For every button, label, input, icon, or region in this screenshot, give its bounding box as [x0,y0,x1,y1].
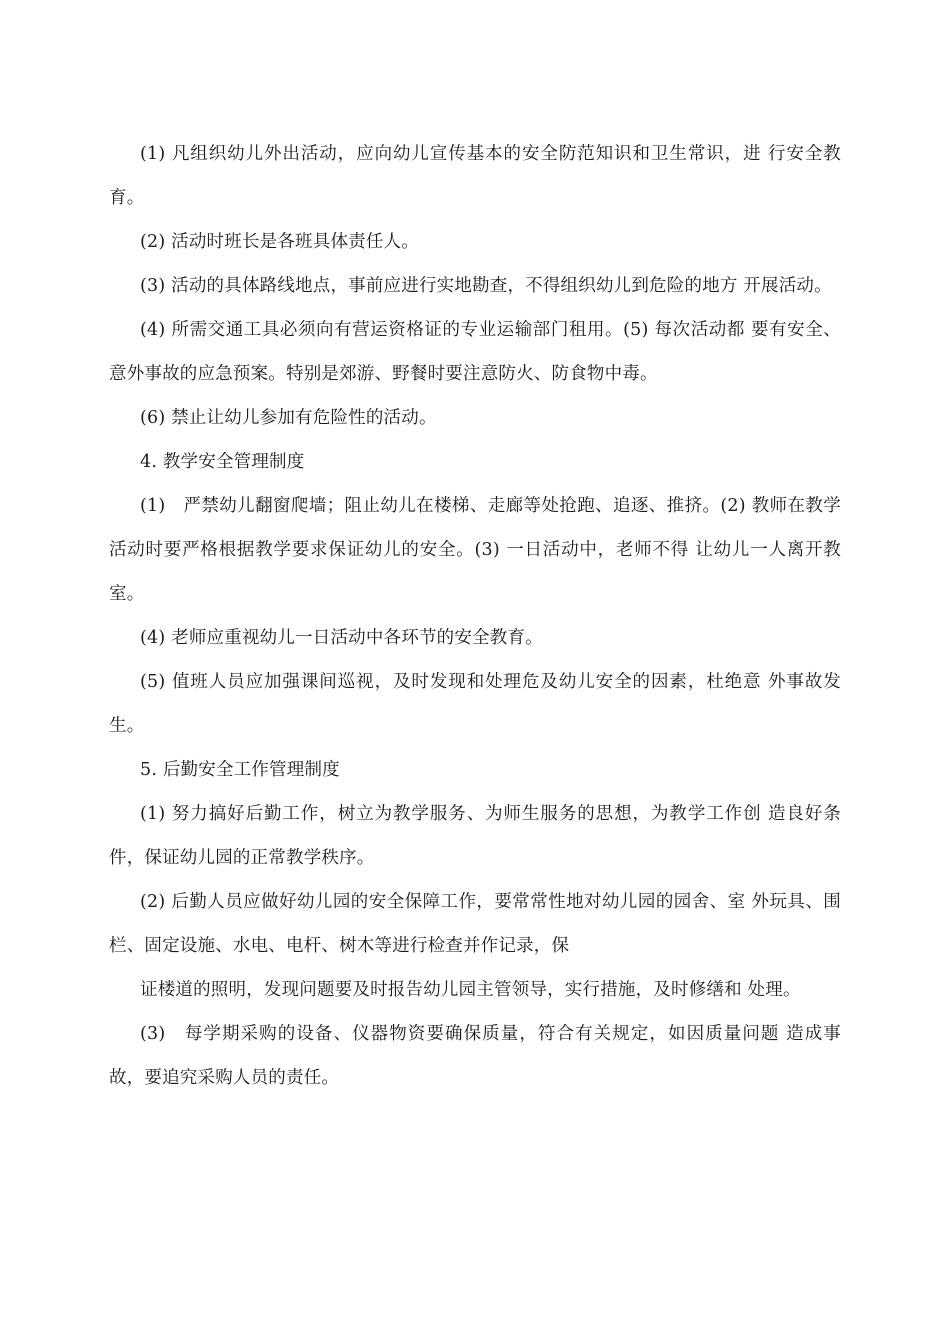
paragraph-duty-patrol: (5) 值班人员应加强课间巡视，及时发现和处理危及幼儿安全的因素，杜绝意 外事故发生。 [109,672,841,736]
paragraph-no-dangerous-activities: (6) 禁止让幼儿参加有危险性的活动。 [140,408,437,428]
paragraph-route-inspection: (3) 活动的具体路线地点，事前应进行实地勘查，不得组织幼儿到危险的地方 开展活动。 [140,276,832,296]
paragraph-facility-inspection: (2) 后勤人员应做好幼儿园的安全保障工作，要常常性地对幼儿园的园舍、室 外玩具、围栏、固定设施、水电、电杆、树木等进行检查并作记录，保 [109,892,841,956]
paragraph-transport-and-emergency-plan: (4) 所需交通工具必须向有营运资格证的专业运输部门租用。(5) 每次活动都 要有安全、意外事故的应急预案。特别是郊游、野餐时要注意防火、防食物中毒。 [109,320,841,384]
section-heading-logistics-safety: 5. 后勤安全工作管理制度 [140,760,340,780]
paragraph-logistics-service: (1) 努力搞好后勤工作，树立为教学服务、为师生服务的思想，为教学工作创 造良好条件，保证幼儿园的正常教学秩序。 [109,804,841,868]
paragraph-corridor-lighting: 证楼道的照明，发现问题要及时报告幼儿园主管领导，实行措施，及时修缮和 处理。 [140,980,801,1000]
paragraph-class-leader-responsible: (2) 活动时班长是各班具体责任人。 [140,232,419,252]
paragraph-no-climbing-teaching-safety: (1) 严禁幼儿翻窗爬墙；阻止幼儿在楼梯、走廊等处抢跑、追逐、推挤。(2) 教师在教学活动时要严格根据教学要求保证幼儿的安全。(3) 一日活动中，老师不得 让幼儿一人离开教室。 [109,496,841,604]
paragraph-daily-safety-education: (4) 老师应重视幼儿一日活动中各环节的安全教育。 [140,628,543,648]
paragraph-outing-safety-education: (1) 凡组织幼儿外出活动，应向幼儿宣传基本的安全防范知识和卫生常识，进 行安全教育。 [109,144,841,208]
section-heading-teaching-safety: 4. 教学安全管理制度 [140,452,305,472]
paragraph-procurement-quality: (3) 每学期采购的设备、仪器物资要确保质量，符合有关规定，如因质量问题 造成事故，要追究采购人员的责任。 [109,1024,841,1088]
document-body [109,132,841,1100]
